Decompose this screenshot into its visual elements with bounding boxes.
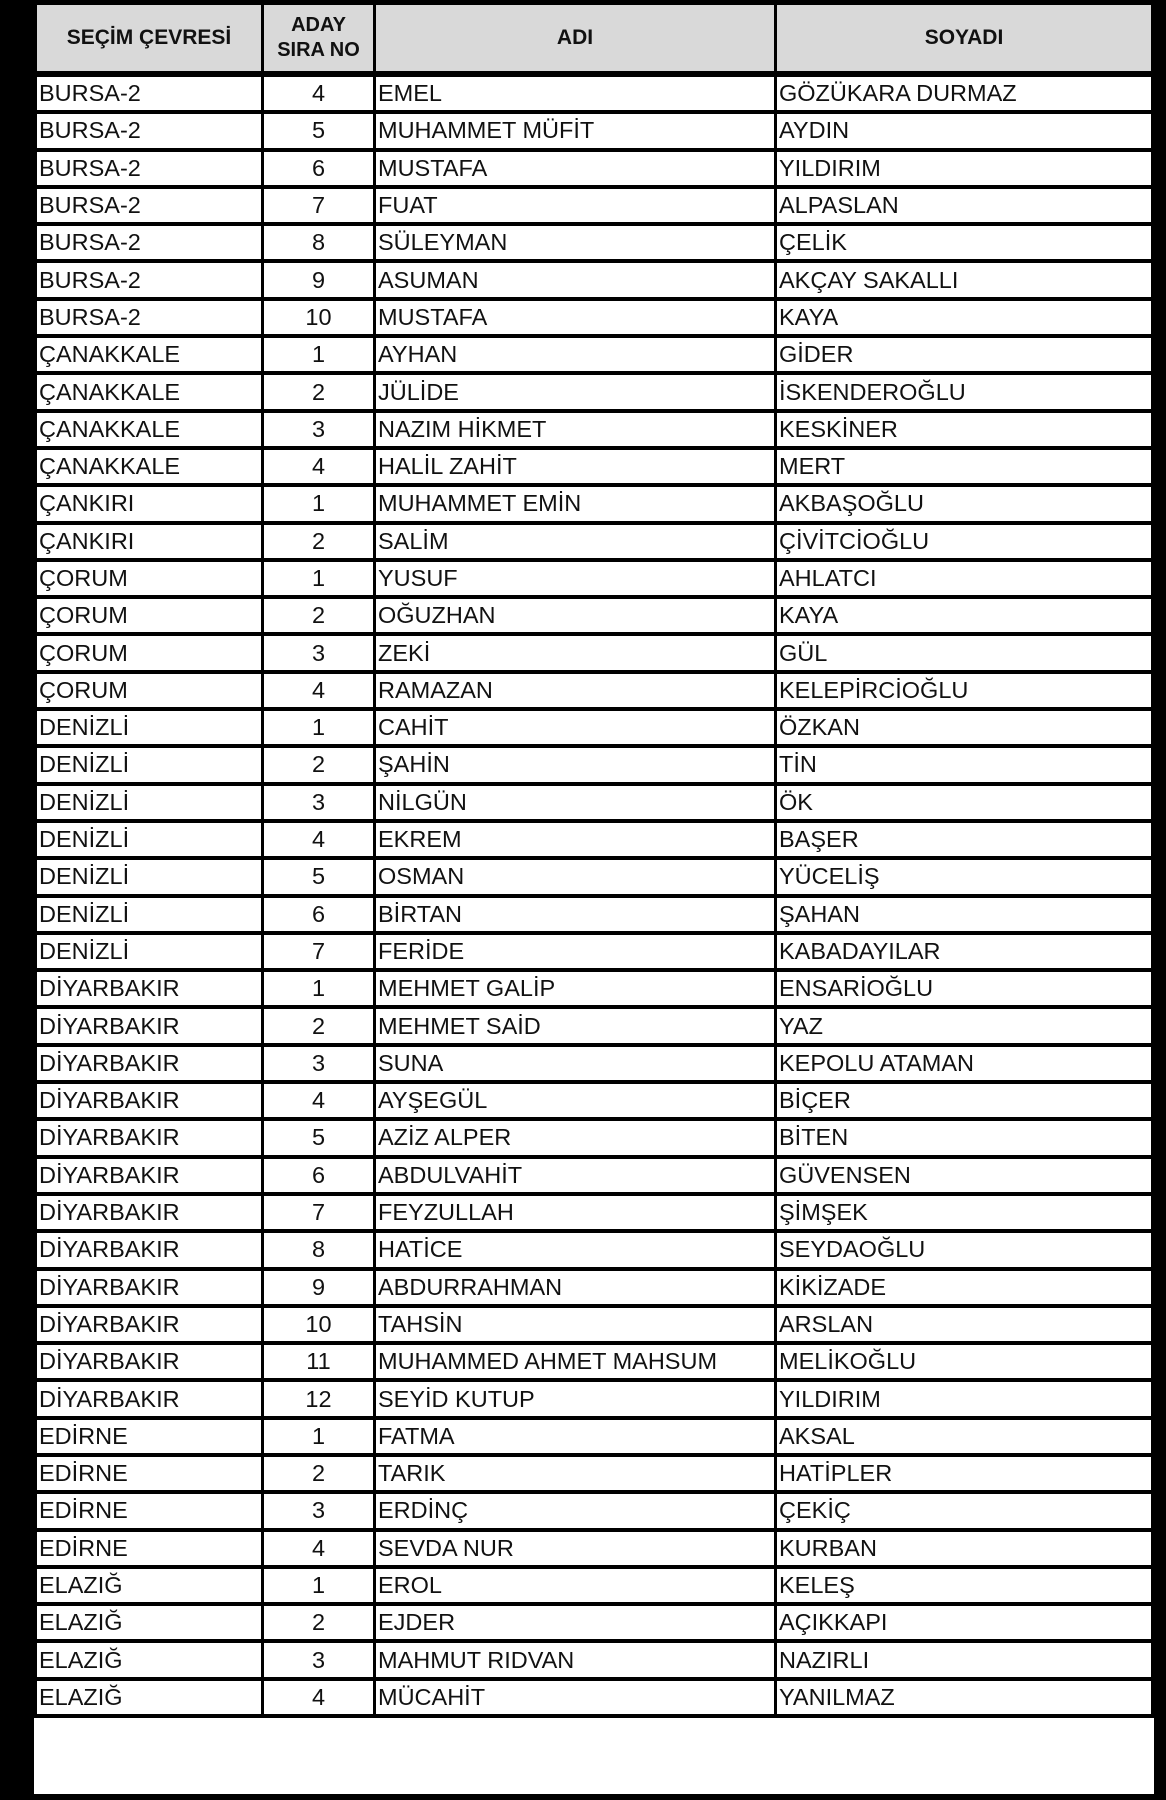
cell-first-name: SUNA <box>376 1047 777 1084</box>
cell-last-name: AHLATCI <box>777 562 1154 599</box>
cell-rank: 4 <box>264 1532 376 1569</box>
cell-district: ÇANAKKALE <box>34 450 264 487</box>
cell-district: BURSA-2 <box>34 226 264 263</box>
cell-rank: 8 <box>264 1233 376 1270</box>
cell-district: ÇANAKKALE <box>34 338 264 375</box>
cell-first-name: HALİL ZAHİT <box>376 450 777 487</box>
cell-first-name: ASUMAN <box>376 263 777 300</box>
cell-first-name: YUSUF <box>376 562 777 599</box>
table-row <box>34 525 1154 562</box>
table-row <box>34 413 1154 450</box>
cell-rank: 4 <box>264 674 376 711</box>
cell-rank: 2 <box>264 1009 376 1046</box>
cell-first-name: MUSTAFA <box>376 301 777 338</box>
cell-district: ELAZIĞ <box>34 1606 264 1643</box>
cell-rank: 10 <box>264 1308 376 1345</box>
cell-first-name: BİRTAN <box>376 898 777 935</box>
cell-last-name: SEYDAOĞLU <box>777 1233 1154 1270</box>
cell-last-name: ÇELİK <box>777 226 1154 263</box>
cell-first-name: FATMA <box>376 1420 777 1457</box>
cell-first-name: ABDURRAHMAN <box>376 1271 777 1308</box>
cell-last-name: KABADAYILAR <box>777 935 1154 972</box>
table-row <box>34 1569 1154 1606</box>
table-row <box>34 1121 1154 1158</box>
cell-first-name: MEHMET GALİP <box>376 972 777 1009</box>
table-row <box>34 77 1154 114</box>
cell-first-name: FUAT <box>376 189 777 226</box>
cell-rank: 7 <box>264 935 376 972</box>
cell-last-name: GÜL <box>777 636 1154 673</box>
table-row <box>34 1159 1154 1196</box>
cell-district: BURSA-2 <box>34 301 264 338</box>
cell-last-name: KURBAN <box>777 1532 1154 1569</box>
cell-last-name: İSKENDEROĞLU <box>777 375 1154 412</box>
cell-last-name: ENSARİOĞLU <box>777 972 1154 1009</box>
cell-rank: 3 <box>264 1047 376 1084</box>
cell-last-name: YANILMAZ <box>777 1681 1154 1718</box>
cell-first-name: EMEL <box>376 77 777 114</box>
table-row <box>34 1009 1154 1046</box>
cell-first-name: AZİZ ALPER <box>376 1121 777 1158</box>
cell-district: DİYARBAKIR <box>34 1121 264 1158</box>
table-row <box>34 1681 1154 1718</box>
table-row <box>34 1494 1154 1531</box>
cell-first-name: AYŞEGÜL <box>376 1084 777 1121</box>
cell-last-name: ÖZKAN <box>777 711 1154 748</box>
cell-last-name: YÜCELİŞ <box>777 860 1154 897</box>
cell-rank: 4 <box>264 450 376 487</box>
cell-rank: 6 <box>264 152 376 189</box>
cell-last-name: BİÇER <box>777 1084 1154 1121</box>
cell-district: ÇORUM <box>34 599 264 636</box>
cell-last-name: AKBAŞOĞLU <box>777 487 1154 524</box>
cell-first-name: MÜCAHİT <box>376 1681 777 1718</box>
cell-district: DİYARBAKIR <box>34 972 264 1009</box>
cell-rank: 1 <box>264 338 376 375</box>
table-row <box>34 898 1154 935</box>
cell-rank: 3 <box>264 413 376 450</box>
cell-district: DİYARBAKIR <box>34 1159 264 1196</box>
cell-rank: 10 <box>264 301 376 338</box>
cell-rank: 7 <box>264 1196 376 1233</box>
cell-first-name: ZEKİ <box>376 636 777 673</box>
table-header-row <box>34 2 1154 77</box>
cell-first-name: CAHİT <box>376 711 777 748</box>
cell-first-name: JÜLİDE <box>376 375 777 412</box>
cell-first-name: NİLGÜN <box>376 786 777 823</box>
table-row <box>34 1196 1154 1233</box>
table-row <box>34 1047 1154 1084</box>
cell-district: EDİRNE <box>34 1420 264 1457</box>
cell-last-name: NAZIRLI <box>777 1643 1154 1680</box>
cell-first-name: SÜLEYMAN <box>376 226 777 263</box>
header-first-name: ADI <box>376 2 777 77</box>
cell-district: DENİZLİ <box>34 748 264 785</box>
cell-last-name: TİN <box>777 748 1154 785</box>
cell-rank: 9 <box>264 1271 376 1308</box>
cell-district: EDİRNE <box>34 1457 264 1494</box>
table-row <box>34 786 1154 823</box>
cell-last-name: AKSAL <box>777 1420 1154 1457</box>
cell-last-name: KAYA <box>777 301 1154 338</box>
cell-last-name: ŞİMŞEK <box>777 1196 1154 1233</box>
table-row <box>34 636 1154 673</box>
table-row <box>34 674 1154 711</box>
cell-rank: 1 <box>264 562 376 599</box>
cell-last-name: KELEPİRCİOĞLU <box>777 674 1154 711</box>
cell-first-name: OĞUZHAN <box>376 599 777 636</box>
cell-district: BURSA-2 <box>34 263 264 300</box>
cell-district: DENİZLİ <box>34 786 264 823</box>
candidate-list-table <box>34 2 1154 1718</box>
cell-district: DİYARBAKIR <box>34 1084 264 1121</box>
cell-district: DENİZLİ <box>34 935 264 972</box>
cell-rank: 4 <box>264 1084 376 1121</box>
cell-first-name: FERİDE <box>376 935 777 972</box>
table-row <box>34 375 1154 412</box>
cell-district: DENİZLİ <box>34 711 264 748</box>
cell-last-name: ŞAHAN <box>777 898 1154 935</box>
cell-rank: 6 <box>264 898 376 935</box>
table-row <box>34 1382 1154 1419</box>
cell-last-name: ALPASLAN <box>777 189 1154 226</box>
cell-rank: 1 <box>264 972 376 1009</box>
cell-district: BURSA-2 <box>34 152 264 189</box>
cell-first-name: EROL <box>376 1569 777 1606</box>
cell-first-name: ŞAHİN <box>376 748 777 785</box>
cell-district: ELAZIĞ <box>34 1569 264 1606</box>
cell-district: DENİZLİ <box>34 860 264 897</box>
header-last-name: SOYADI <box>777 2 1154 77</box>
cell-last-name: KİKİZADE <box>777 1271 1154 1308</box>
table-row <box>34 935 1154 972</box>
cell-first-name: MUSTAFA <box>376 152 777 189</box>
table-row <box>34 1606 1154 1643</box>
cell-district: DİYARBAKIR <box>34 1345 264 1382</box>
cell-rank: 3 <box>264 1494 376 1531</box>
cell-first-name: ERDİNÇ <box>376 1494 777 1531</box>
table-row <box>34 450 1154 487</box>
table-row <box>34 1233 1154 1270</box>
cell-district: DENİZLİ <box>34 823 264 860</box>
cell-last-name: ARSLAN <box>777 1308 1154 1345</box>
cell-district: ELAZIĞ <box>34 1643 264 1680</box>
cell-district: BURSA-2 <box>34 189 264 226</box>
header-rank-line2: SIRA NO <box>277 39 360 61</box>
cell-first-name: NAZIM HİKMET <box>376 413 777 450</box>
cell-last-name: GİDER <box>777 338 1154 375</box>
cell-last-name: KAYA <box>777 599 1154 636</box>
cell-last-name: MELİKOĞLU <box>777 1345 1154 1382</box>
cell-last-name: GÜVENSEN <box>777 1159 1154 1196</box>
cell-rank: 4 <box>264 823 376 860</box>
cell-rank: 9 <box>264 263 376 300</box>
cell-district: ÇORUM <box>34 674 264 711</box>
table-row <box>34 301 1154 338</box>
cell-rank: 7 <box>264 189 376 226</box>
header-rank-line1: ADAY <box>291 14 346 36</box>
cell-first-name: TAHSİN <box>376 1308 777 1345</box>
cell-district: DİYARBAKIR <box>34 1271 264 1308</box>
cell-first-name: SALİM <box>376 525 777 562</box>
table-row <box>34 152 1154 189</box>
cell-rank: 5 <box>264 1121 376 1158</box>
table-row <box>34 599 1154 636</box>
cell-first-name: MUHAMMET EMİN <box>376 487 777 524</box>
table-row <box>34 1345 1154 1382</box>
cell-district: DİYARBAKIR <box>34 1009 264 1046</box>
cell-last-name: AYDIN <box>777 114 1154 151</box>
cell-district: ÇORUM <box>34 636 264 673</box>
cell-district: EDİRNE <box>34 1494 264 1531</box>
cell-first-name: AYHAN <box>376 338 777 375</box>
table-row <box>34 226 1154 263</box>
table-row <box>34 338 1154 375</box>
cell-rank: 2 <box>264 525 376 562</box>
cell-first-name: MEHMET SAİD <box>376 1009 777 1046</box>
cell-district: ÇANKIRI <box>34 525 264 562</box>
cell-rank: 4 <box>264 1681 376 1718</box>
cell-last-name: BİTEN <box>777 1121 1154 1158</box>
cell-rank: 11 <box>264 1345 376 1382</box>
cell-district: DİYARBAKIR <box>34 1233 264 1270</box>
cell-district: ÇANAKKALE <box>34 375 264 412</box>
cell-first-name: MAHMUT RIDVAN <box>376 1643 777 1680</box>
cell-district: DİYARBAKIR <box>34 1382 264 1419</box>
cell-district: EDİRNE <box>34 1532 264 1569</box>
cell-rank: 2 <box>264 599 376 636</box>
cell-rank: 5 <box>264 114 376 151</box>
table-row <box>34 189 1154 226</box>
cell-first-name: EJDER <box>376 1606 777 1643</box>
cell-last-name: ÇEKİÇ <box>777 1494 1154 1531</box>
cell-last-name: ÇİVİTCİOĞLU <box>777 525 1154 562</box>
cell-rank: 2 <box>264 748 376 785</box>
cell-first-name: FEYZULLAH <box>376 1196 777 1233</box>
cell-district: DİYARBAKIR <box>34 1047 264 1084</box>
cell-first-name: MUHAMMET MÜFİT <box>376 114 777 151</box>
cell-last-name: YILDIRIM <box>777 1382 1154 1419</box>
cell-district: DİYARBAKIR <box>34 1196 264 1233</box>
header-rank <box>264 2 376 77</box>
table-row <box>34 1084 1154 1121</box>
cell-first-name: SEYİD KUTUP <box>376 1382 777 1419</box>
cell-last-name: GÖZÜKARA DURMAZ <box>777 77 1154 114</box>
cell-first-name: EKREM <box>376 823 777 860</box>
cell-district: ÇANKIRI <box>34 487 264 524</box>
cell-last-name: HATİPLER <box>777 1457 1154 1494</box>
table-row <box>34 972 1154 1009</box>
table-row <box>34 263 1154 300</box>
cell-district: DİYARBAKIR <box>34 1308 264 1345</box>
cell-rank: 2 <box>264 1606 376 1643</box>
cell-first-name: RAMAZAN <box>376 674 777 711</box>
table-row <box>34 711 1154 748</box>
cell-first-name: HATİCE <box>376 1233 777 1270</box>
cell-rank: 3 <box>264 786 376 823</box>
cell-district: BURSA-2 <box>34 77 264 114</box>
cell-district: BURSA-2 <box>34 114 264 151</box>
cell-rank: 1 <box>264 1569 376 1606</box>
cell-last-name: YAZ <box>777 1009 1154 1046</box>
table-row <box>34 1271 1154 1308</box>
cell-first-name: ABDULVAHİT <box>376 1159 777 1196</box>
cell-rank: 1 <box>264 487 376 524</box>
cell-first-name: MUHAMMED AHMET MAHSUM <box>376 1345 777 1382</box>
table-row <box>34 1457 1154 1494</box>
table-row <box>34 860 1154 897</box>
cell-rank: 6 <box>264 1159 376 1196</box>
cell-district: ELAZIĞ <box>34 1681 264 1718</box>
cell-last-name: KEPOLU ATAMAN <box>777 1047 1154 1084</box>
cell-first-name: TARIK <box>376 1457 777 1494</box>
cell-rank: 1 <box>264 1420 376 1457</box>
table-row <box>34 1420 1154 1457</box>
cell-rank: 8 <box>264 226 376 263</box>
table-row <box>34 562 1154 599</box>
cell-rank: 2 <box>264 1457 376 1494</box>
cell-last-name: KELEŞ <box>777 1569 1154 1606</box>
cell-last-name: AKÇAY SAKALLI <box>777 263 1154 300</box>
table-row <box>34 748 1154 785</box>
table-body <box>34 77 1154 1718</box>
cell-rank: 3 <box>264 1643 376 1680</box>
table-row <box>34 1308 1154 1345</box>
cell-last-name: YILDIRIM <box>777 152 1154 189</box>
cell-district: ÇANAKKALE <box>34 413 264 450</box>
cell-rank: 5 <box>264 860 376 897</box>
cell-rank: 3 <box>264 636 376 673</box>
cell-last-name: AÇIKKAPI <box>777 1606 1154 1643</box>
cell-last-name: BAŞER <box>777 823 1154 860</box>
table-row <box>34 114 1154 151</box>
document-frame <box>34 2 1154 1794</box>
cell-first-name: SEVDA NUR <box>376 1532 777 1569</box>
cell-last-name: ÖK <box>777 786 1154 823</box>
cell-last-name: MERT <box>777 450 1154 487</box>
cell-district: ÇORUM <box>34 562 264 599</box>
cell-last-name: KESKİNER <box>777 413 1154 450</box>
table-row <box>34 487 1154 524</box>
cell-rank: 4 <box>264 77 376 114</box>
cell-first-name: OSMAN <box>376 860 777 897</box>
cell-district: DENİZLİ <box>34 898 264 935</box>
header-district: SEÇİM ÇEVRESİ <box>34 2 264 77</box>
cell-rank: 12 <box>264 1382 376 1419</box>
cell-rank: 1 <box>264 711 376 748</box>
table-row <box>34 823 1154 860</box>
table-row <box>34 1532 1154 1569</box>
cell-rank: 2 <box>264 375 376 412</box>
table-row <box>34 1643 1154 1680</box>
